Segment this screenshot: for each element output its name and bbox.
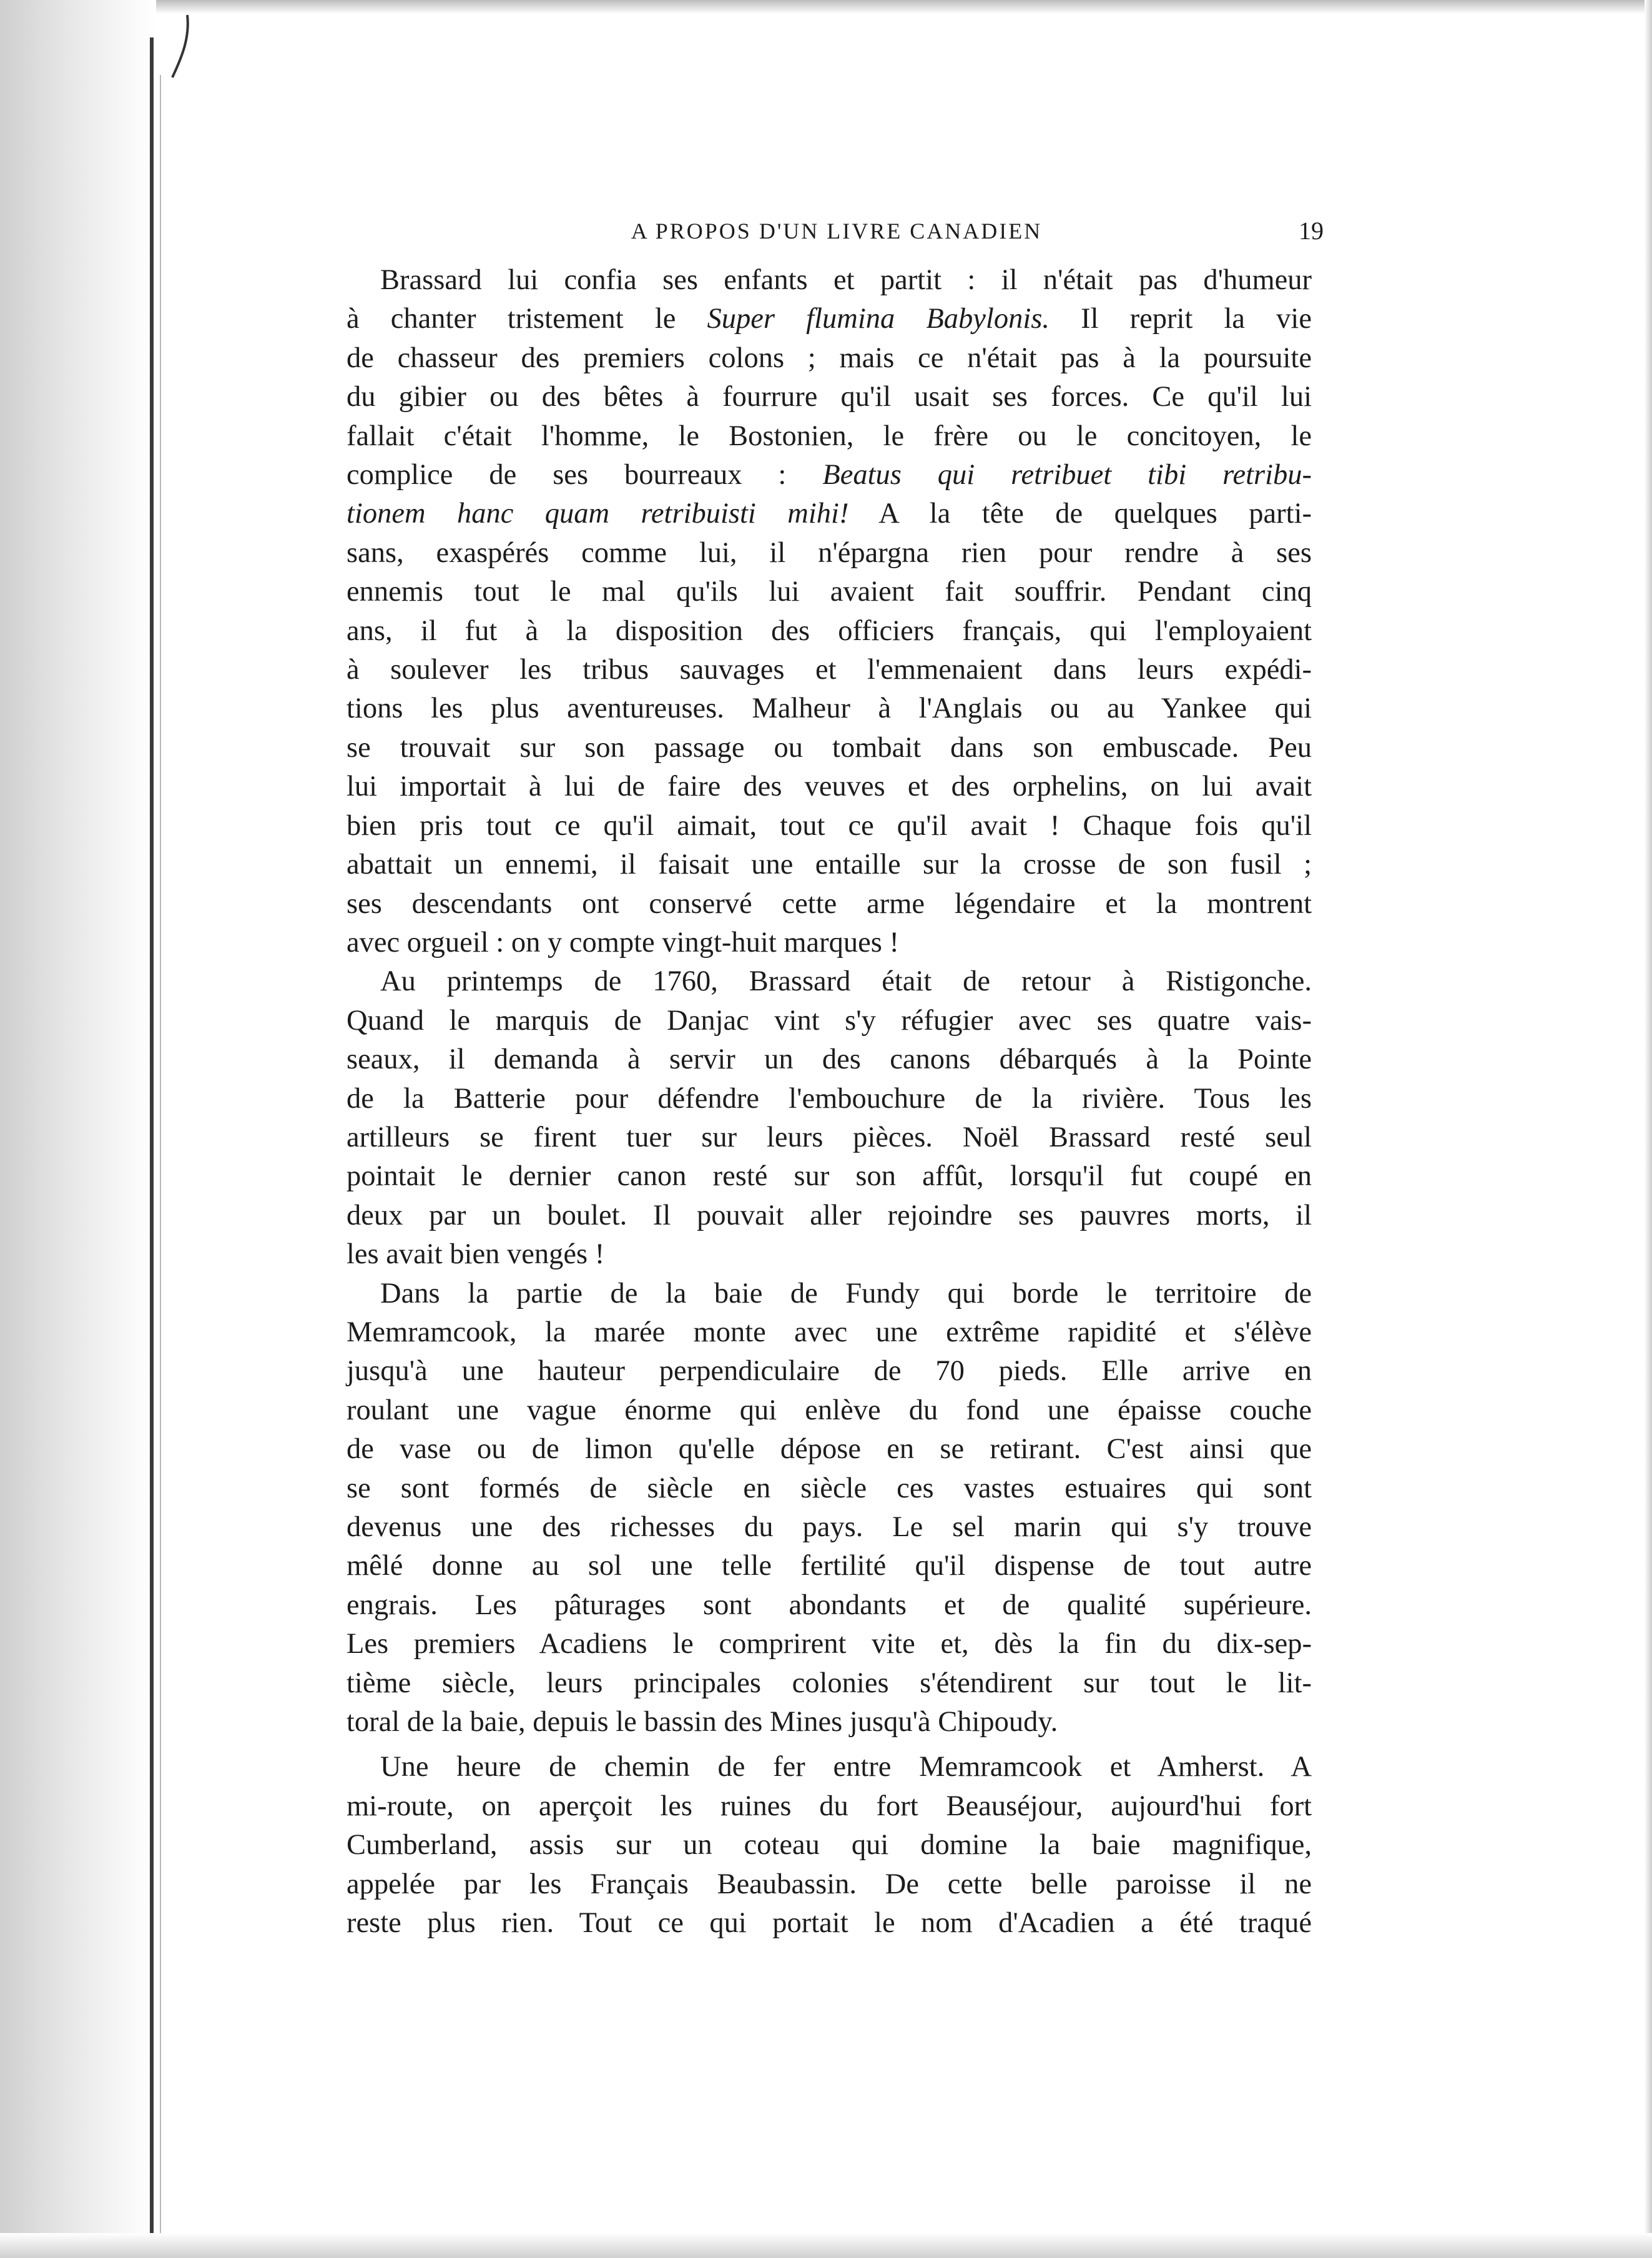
paragraph bbox=[347, 1748, 1312, 1943]
body-text bbox=[347, 261, 1312, 1943]
page-fold-line bbox=[150, 37, 154, 2248]
text-line: Dans la partie de la baie de Fundy qui borde le territoire de bbox=[380, 1277, 1312, 1309]
text-line: avec orgueil : on y compte vingt-huit marques ! bbox=[347, 926, 899, 959]
text-line: Au printemps de 1760, Brassard était de retour à Ristigonche. bbox=[380, 965, 1312, 998]
scan-edge-left bbox=[0, 0, 156, 2258]
text-line: Memramcook, la marée monte avec une extrême rapidité et s'élève bbox=[347, 1316, 1312, 1348]
text-line: Une heure de chemin de fer entre Memramcook et Amherst. A bbox=[380, 1751, 1312, 1783]
scan-edge-right bbox=[1645, 0, 1652, 2258]
text-line: abattait un ennemi, il faisait une entaille sur la crosse de son fusil ; bbox=[347, 849, 1312, 881]
text-line: deux par un boulet. Il pouvait aller rejoindre ses pauvres morts, il bbox=[347, 1199, 1312, 1231]
text-line: mêlé donne au sol une telle fertilité qu'il dispense de tout autre bbox=[347, 1550, 1312, 1582]
latin-quotation: Beatus qui retribuet tibi retribu- bbox=[822, 459, 1312, 491]
text-line: engrais. Les pâturages sont abondants et de qualité supérieure. bbox=[347, 1589, 1312, 1621]
paragraph bbox=[347, 1274, 1312, 1742]
text-line: Les premiers Acadiens le comprirent vite et, dès la fin du dix-sep- bbox=[347, 1628, 1312, 1660]
text-line: de chasseur des premiers colons ; mais ce n'était pas à la poursuite bbox=[347, 342, 1312, 374]
paragraph bbox=[347, 962, 1312, 1274]
text-line: devenus une des richesses du pays. Le sel marin qui s'y trouve bbox=[347, 1511, 1312, 1543]
text-line: tionem hanc quam retribuisti mihi! A la tête de quelques parti- bbox=[347, 498, 1312, 530]
page-number: 19 bbox=[1299, 217, 1324, 245]
text-line: Brassard lui confia ses enfants et partit : il n'était pas d'humeur bbox=[380, 264, 1312, 296]
scan-mark bbox=[169, 12, 194, 81]
text-line: bien pris tout ce qu'il aimait, tout ce qu'il avait ! Chaque fois qu'il bbox=[347, 809, 1312, 842]
running-title: A PROPOS D'UN LIVRE CANADIEN bbox=[631, 219, 1043, 244]
text-line: complice de ses bourreaux : Beatus qui retribuet tibi retribu- bbox=[347, 459, 1312, 491]
text-line: tions les plus aventureuses. Malheur à l'Anglais ou au Yankee qui bbox=[347, 693, 1312, 725]
text-line: du gibier ou des bêtes à fourrure qu'il usait ses forces. Ce qu'il lui bbox=[347, 381, 1312, 413]
text-line: ennemis tout le mal qu'ils lui avaient fait souffrir. Pendant cinq bbox=[347, 576, 1312, 608]
text-line: mi-route, on aperçoit les ruines du fort Beauséjour, aujourd'hui fort bbox=[347, 1790, 1312, 1822]
text-line: sans, exaspérés comme lui, il n'épargna rien pour rendre à ses bbox=[347, 536, 1312, 569]
text-line: appelée par les Français Beaubassin. De cette belle paroisse il ne bbox=[347, 1868, 1312, 1900]
latin-quotation: Super flumina Babylonis. bbox=[707, 303, 1050, 335]
latin-quotation: tionem hanc quam retribuisti mihi! bbox=[347, 498, 849, 530]
paragraph bbox=[347, 261, 1312, 962]
text-line: Cumberland, assis sur un coteau qui domine la baie magnifique, bbox=[347, 1829, 1312, 1861]
text-line: toral de la baie, depuis le bassin des Mines jusqu'à Chipoudy. bbox=[347, 1706, 1058, 1738]
text-line: les avait bien vengés ! bbox=[347, 1238, 605, 1271]
page-fold-shadow bbox=[160, 75, 161, 2248]
text-line: seaux, il demanda à servir un des canons débarqués à la Pointe bbox=[347, 1043, 1312, 1076]
text-line: reste plus rien. Tout ce qui portait le nom d'Acadien a été traqué bbox=[347, 1907, 1312, 1940]
text-line: jusqu'à une hauteur perpendiculaire de 70 pieds. Elle arrive en bbox=[347, 1355, 1312, 1388]
text-line: pointait le dernier canon resté sur son affût, lorsqu'il fut coupé en bbox=[347, 1160, 1312, 1193]
scan-edge-bottom bbox=[0, 2233, 1652, 2258]
page-header bbox=[350, 212, 1324, 250]
text-line: lui importait à lui de faire des veuves et des orphelins, on lui avait bbox=[347, 771, 1312, 803]
text-line: à chanter tristement le Super flumina Babylonis. Il reprit la vie bbox=[347, 303, 1312, 335]
text-line: tième siècle, leurs principales colonies s'étendirent sur tout le lit- bbox=[347, 1667, 1312, 1699]
text-line: se sont formés de siècle en siècle ces vastes estuaires qui sont bbox=[347, 1472, 1312, 1504]
text-line: se trouvait sur son passage ou tombait dans son embuscade. Peu bbox=[347, 731, 1312, 764]
text-line: ses descendants ont conservé cette arme légendaire et la montrent bbox=[347, 887, 1312, 920]
text-line: fallait c'était l'homme, le Bostonien, le frère ou le concitoyen, le bbox=[347, 420, 1312, 452]
text-line: de la Batterie pour défendre l'embouchure de la rivière. Tous les bbox=[347, 1082, 1312, 1115]
text-line: roulant une vague énorme qui enlève du fond une épaisse couche bbox=[347, 1394, 1312, 1426]
text-line: artilleurs se firent tuer sur leurs pièces. Noël Brassard resté seul bbox=[347, 1121, 1312, 1153]
scan-edge-top bbox=[0, 0, 1652, 14]
text-line: Quand le marquis de Danjac vint s'y réfugier avec ses quatre vais- bbox=[347, 1004, 1312, 1037]
text-line: de vase ou de limon qu'elle dépose en se retirant. C'est ainsi que bbox=[347, 1433, 1312, 1466]
text-line: à soulever les tribus sauvages et l'emmenaient dans leurs expédi- bbox=[347, 654, 1312, 686]
text-line: ans, il fut à la disposition des officiers français, qui l'employaient bbox=[347, 614, 1312, 647]
